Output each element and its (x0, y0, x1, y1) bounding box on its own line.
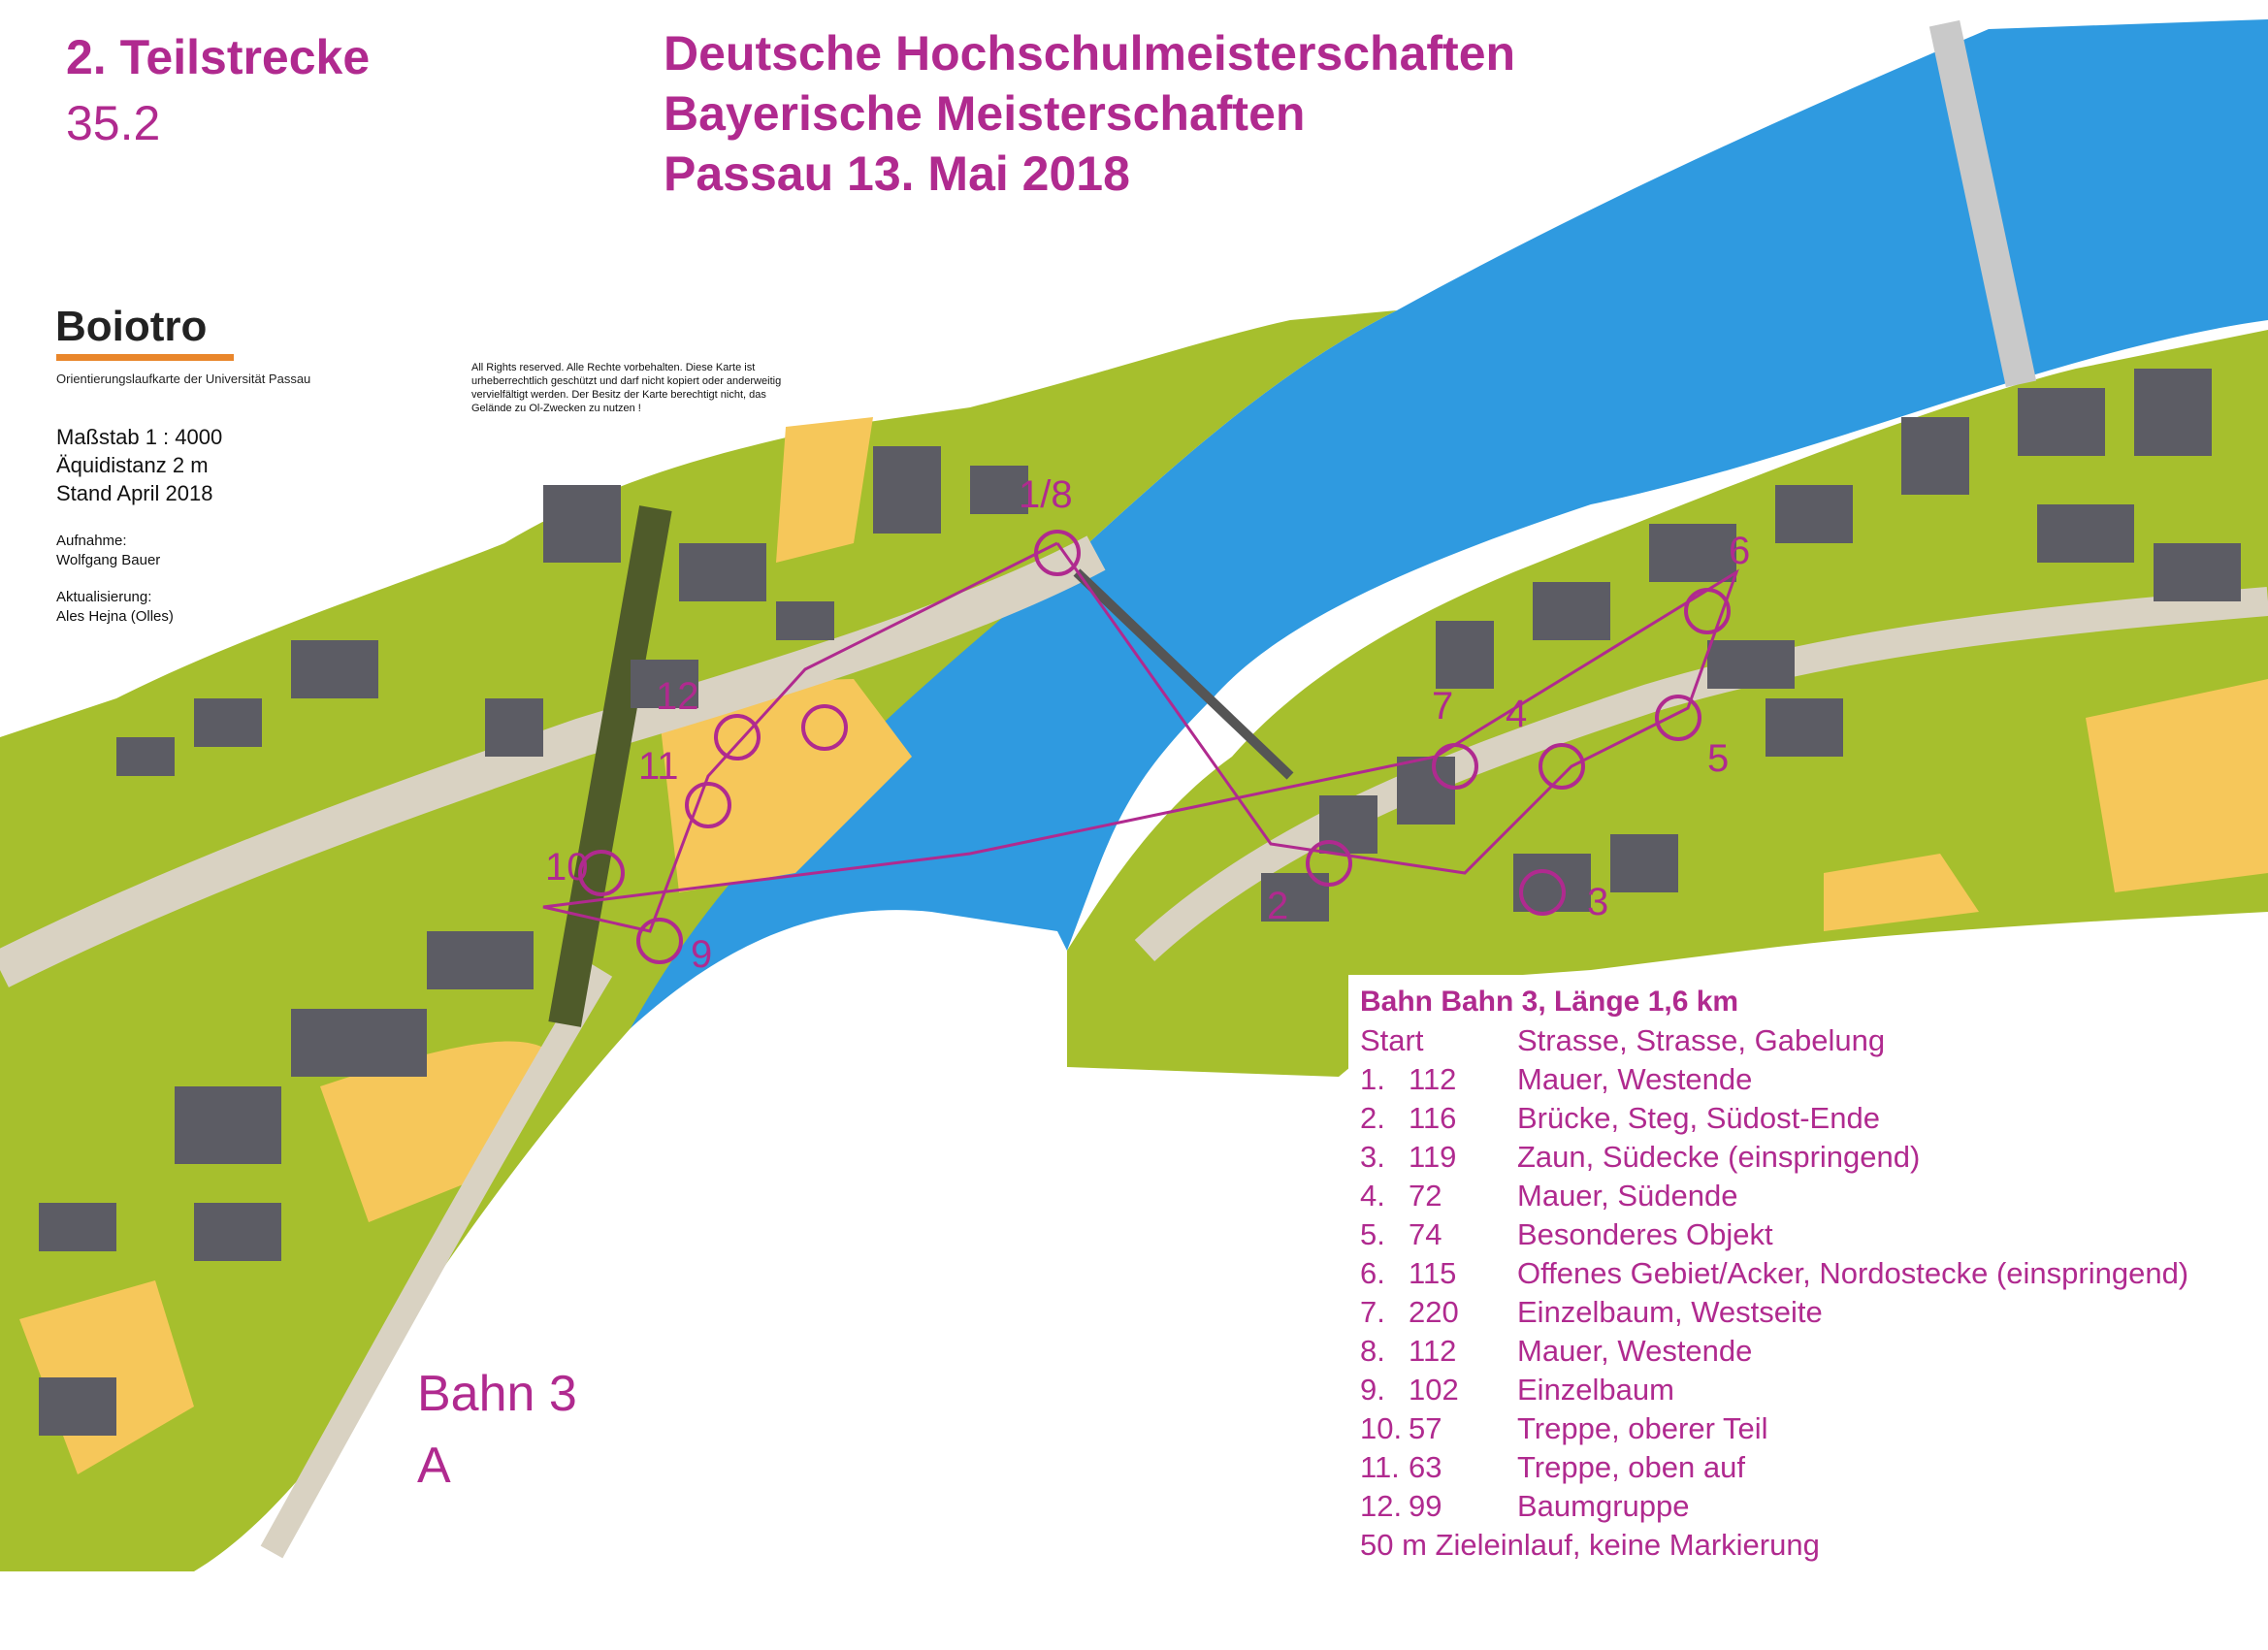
cd-row (1360, 1138, 2268, 1177)
cd-text: Brücke, Steg, Südost-Ende (1517, 1101, 1880, 1135)
cd-text: Mauer, Westende (1517, 1062, 1753, 1096)
cd-text: Mauer, Westende (1517, 1334, 1753, 1368)
cd-text: Einzelbaum (1517, 1373, 1674, 1407)
cd-text: Zaun, Südecke (einspringend) (1517, 1140, 1921, 1174)
event-titles (664, 23, 1515, 204)
cd-num: 3. (1360, 1140, 1385, 1174)
course-name: Bahn 3 (417, 1366, 577, 1422)
control-label: 4 (1506, 693, 1528, 735)
control-label: 2 (1267, 885, 1289, 927)
control-label: 12 (656, 675, 699, 718)
cd-text: Baumgruppe (1517, 1489, 1690, 1523)
control-label: 5 (1707, 737, 1730, 780)
cd-code: 116 (1409, 1101, 1457, 1135)
cd-text: Besonderes Objekt (1517, 1217, 1773, 1251)
leg-number: 35.2 (66, 96, 161, 150)
leg-title: 2. Teilstrecke (66, 30, 371, 84)
control-label: 1/8 (1019, 473, 1073, 516)
cd-row (1360, 1254, 2268, 1293)
cd-start-label: Start (1360, 1023, 1424, 1057)
cd-code: 63 (1409, 1450, 1442, 1484)
control-label: 3 (1587, 881, 1609, 923)
cd-code: 102 (1409, 1373, 1459, 1407)
cd-num: 8. (1360, 1334, 1385, 1368)
cd-start-row (1360, 1021, 2268, 1060)
event-title-line: Deutsche Hochschulmeisterschaften (664, 26, 1516, 81)
cd-code: 220 (1409, 1295, 1459, 1329)
cd-row (1360, 1215, 2268, 1254)
cd-num: 4. (1360, 1179, 1385, 1213)
cd-code: 119 (1409, 1140, 1457, 1174)
course-label (417, 1358, 577, 1502)
map-scale: Maßstab 1 : 4000 (56, 425, 223, 449)
cd-num: 1. (1360, 1062, 1385, 1096)
control-label: 11 (638, 745, 679, 788)
survey-label: Aufnahme: (56, 533, 127, 549)
map-info (56, 423, 222, 507)
cd-code: 99 (1409, 1489, 1442, 1523)
control-label: 6 (1729, 530, 1751, 572)
control-label: 10 (545, 846, 589, 889)
cd-row (1360, 1448, 2268, 1487)
cd-code: 74 (1409, 1217, 1442, 1251)
update-label: Aktualisierung: (56, 589, 152, 605)
cd-num: 10. (1360, 1411, 1403, 1445)
cd-row (1360, 1099, 2268, 1138)
brand-subtitle: Orientierungslaufkarte der Universität Passau (56, 372, 311, 386)
event-title-line: Bayerische Meisterschaften (664, 86, 1306, 141)
map-status: Stand April 2018 (56, 481, 213, 505)
control-label: 7 (1432, 685, 1454, 728)
course-variant: A (417, 1438, 451, 1494)
event-title-line: Passau 13. Mai 2018 (664, 146, 1130, 201)
brand-underline (56, 354, 234, 361)
cd-text: Offenes Gebiet/Acker, Nordostecke (einspringend) (1517, 1256, 2189, 1290)
survey-name: Wolfgang Bauer (56, 552, 161, 568)
cd-row (1360, 1332, 2268, 1371)
control-descriptions (1348, 975, 2268, 1574)
brand-logo: Boiotro (55, 303, 208, 350)
map-equidistance: Äquidistanz 2 m (56, 453, 209, 477)
cd-num: 5. (1360, 1217, 1385, 1251)
cd-num: 7. (1360, 1295, 1385, 1329)
cd-text: Treppe, oberer Teil (1517, 1411, 1768, 1445)
cd-num: 9. (1360, 1373, 1385, 1407)
update-name: Ales Hejna (Olles) (56, 608, 174, 625)
cd-row (1360, 1177, 2268, 1215)
cd-num: 12. (1360, 1489, 1403, 1523)
cd-row (1360, 1371, 2268, 1409)
cd-code: 72 (1409, 1179, 1442, 1213)
cd-code: 112 (1409, 1062, 1457, 1096)
cd-text: Treppe, oben auf (1517, 1450, 1745, 1484)
map-credits (56, 532, 174, 627)
cd-row (1360, 1487, 2268, 1526)
copyright-notice: All Rights reserved. Alle Rechte vorbehalten. Diese Karte ist urheberrechtlich geschützt und darf nicht kopiert oder anderweitig vervielfältigt werden. Der Besitz der Karte berechtigt nicht, das Gelände zu Ol-Zwecken zu nutzen ! (471, 362, 782, 414)
control-label: 9 (691, 933, 713, 976)
cd-num: 6. (1360, 1256, 1385, 1290)
cd-start-text: Strasse, Strasse, Gabelung (1517, 1023, 1886, 1057)
cd-text: Mauer, Südende (1517, 1179, 1738, 1213)
cd-code: 112 (1409, 1334, 1457, 1368)
cd-finish: 50 m Zieleinlauf, keine Markierung (1360, 1528, 1820, 1562)
cd-code: 57 (1409, 1411, 1442, 1445)
cd-row (1360, 1409, 2268, 1448)
cd-text: Einzelbaum, Westseite (1517, 1295, 1823, 1329)
cd-code: 115 (1409, 1256, 1457, 1290)
cd-num: 2. (1360, 1101, 1385, 1135)
cd-num: 11. (1360, 1450, 1400, 1484)
cd-row (1360, 1060, 2268, 1099)
cd-title: Bahn Bahn 3, Länge 1,6 km (1360, 986, 1739, 1018)
cd-row (1360, 1293, 2268, 1332)
